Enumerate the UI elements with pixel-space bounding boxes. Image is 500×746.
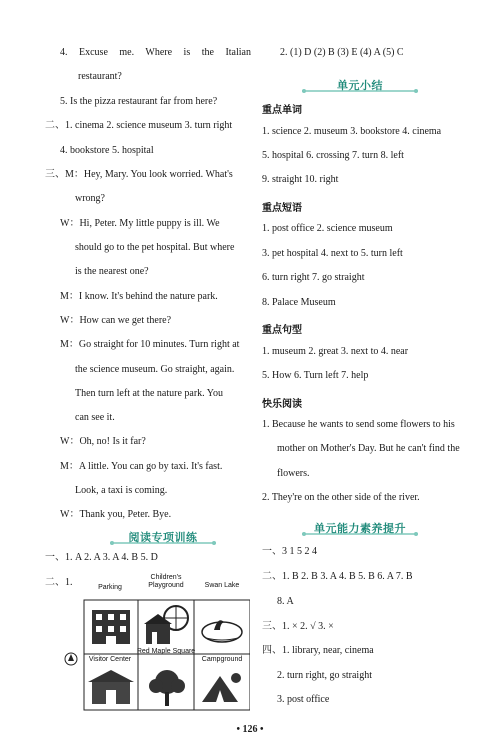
campground-label: Campground	[201, 656, 243, 663]
key-sentences-line-2: 5. How 6. Turn left 7. help	[262, 370, 369, 381]
right-top-answers: 2. (1) D (2) B (3) E (4) A (5) C	[280, 47, 404, 58]
key-words-line-2: 5. hospital 6. crossing 7. turn 8. left	[262, 150, 404, 161]
unit-summary-banner	[300, 76, 420, 94]
ability-line-7: 3. post office	[277, 694, 330, 705]
north-arrow-icon	[64, 652, 78, 666]
left-line-7: wrong?	[75, 193, 105, 204]
left-line-15: Then turn left at the nature park. You	[75, 388, 224, 399]
left-line-4: 二、1. cinema 2. science museum 3. turn right	[45, 120, 233, 131]
left-line-2: restaurant?	[78, 71, 122, 82]
reading-answer-2-prefix: 二、1.	[45, 577, 73, 588]
left-line-13: M：Go straight for 10 minutes. Turn right at	[60, 339, 240, 350]
reading-answer-1: 一、1. A 2. A 3. A 4. B 5. D	[45, 552, 158, 563]
key-words-heading: 重点单词	[262, 105, 302, 116]
left-line-12: W：How can we get there?	[60, 315, 172, 326]
left-line-11: M：I know. It's behind the nature park.	[60, 291, 218, 302]
visitor-center-icon	[86, 668, 136, 708]
red-maple-square-label: Red Maple Square	[136, 648, 196, 655]
unit-summary-title: 单元小结	[337, 79, 383, 92]
key-phrases-heading: 重点短语	[262, 203, 302, 214]
ability-line-5: 四、1. library, near, cinema	[262, 645, 374, 656]
page-number: • 126 •	[236, 724, 264, 735]
banner-decoration-icon	[300, 519, 420, 537]
key-phrases-line-1: 1. post office 2. science museum	[262, 223, 393, 234]
left-line-19: Look, a taxi is coming.	[75, 485, 168, 496]
ability-banner	[300, 519, 420, 537]
ability-line-3: 8. A	[277, 596, 294, 607]
left-line-3: 5. Is the pizza restaurant far from here?	[60, 96, 218, 107]
swan-lake-label: Swan Lake	[204, 582, 240, 589]
left-line-16: can see it.	[75, 412, 115, 423]
left-line-8: W：Hi, Peter. My little puppy is ill. We	[60, 218, 220, 229]
left-line-17: W：Oh, no! Is it far?	[60, 436, 146, 447]
left-line-9: should go to the pet hospital. But where	[75, 242, 235, 253]
tent-icon	[198, 668, 246, 708]
left-line-5: 4. bookstore 5. hospital	[60, 145, 154, 156]
banner-decoration-icon	[300, 76, 420, 94]
happy-reading-line-3: flowers.	[277, 468, 310, 479]
reading-training-banner	[108, 528, 218, 546]
key-phrases-line-2: 3. pet hospital 4. next to 5. turn left	[262, 248, 403, 259]
key-words-line-3: 9. straight 10. right	[262, 174, 339, 185]
left-line-6: 三、M：Hey, Mary. You look worried. What's	[45, 169, 233, 180]
left-line-14: the science museum. Go straight, again.	[75, 364, 235, 375]
parking-label: Parking	[98, 584, 122, 591]
left-line-18: M：A little. You can go by taxi. It's fast.	[60, 461, 223, 472]
key-sentences-heading: 重点句型	[262, 325, 302, 336]
ability-line-2: 二、1. B 2. B 3. A 4. B 5. B 6. A 7. B	[262, 571, 413, 582]
swan-lake-icon	[198, 602, 246, 648]
happy-reading-line-4: 2. They're on the other side of the river.	[262, 492, 420, 503]
left-line-20: W：Thank you, Peter. Bye.	[60, 509, 172, 520]
playground-label: Children's Playground	[148, 574, 184, 589]
ability-line-6: 2. turn right, go straight	[277, 670, 372, 681]
key-phrases-line-3: 6. turn right 7. go straight	[262, 272, 365, 283]
playground-icon	[142, 602, 190, 648]
ability-line-1: 一、3 1 5 2 4	[262, 546, 317, 557]
reading-training-title: 阅读专项训练	[128, 531, 198, 544]
parking-building-icon	[88, 602, 134, 648]
key-words-line-1: 1. science 2. museum 3. bookstore 4. cinema	[262, 126, 442, 137]
park-map	[70, 574, 250, 716]
left-line-10: is the nearest one?	[75, 266, 149, 277]
visitor-center-label: Visitor Center	[88, 656, 132, 663]
key-sentences-line-1: 1. museum 2. great 3. next to 4. near	[262, 346, 409, 357]
happy-reading-line-2: mother on Mother's Day. But he can't find the	[277, 443, 460, 454]
left-line-1: 4. Excuse me. Where is the Italian	[60, 47, 251, 58]
happy-reading-heading: 快乐阅读	[262, 399, 302, 410]
key-phrases-line-4: 8. Palace Museum	[262, 297, 336, 308]
maple-tree-icon	[144, 668, 190, 708]
ability-title: 单元能力素养提升	[314, 522, 406, 535]
banner-decoration-icon	[108, 528, 218, 546]
happy-reading-line-1: 1. Because he wants to send some flowers to his	[262, 419, 455, 430]
ability-line-4: 三、1. × 2. √ 3. ×	[262, 621, 334, 632]
